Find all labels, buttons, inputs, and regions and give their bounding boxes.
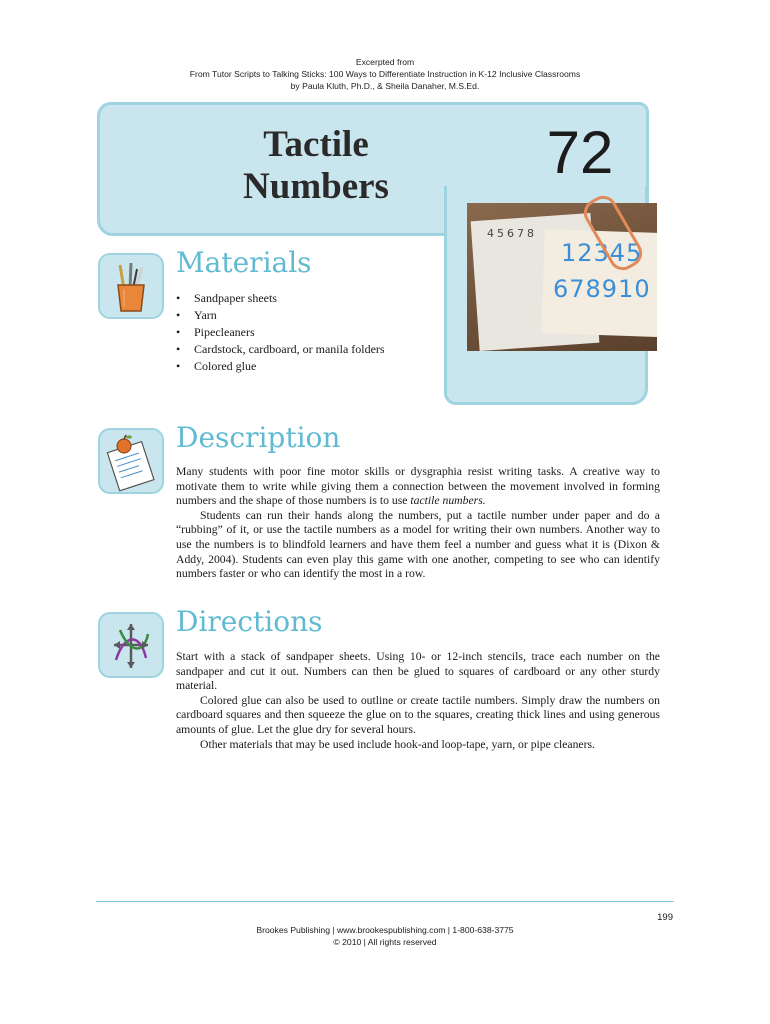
excerpt-line-1: Excerpted from <box>355 57 415 67</box>
pencil-cup-icon <box>98 253 164 319</box>
list-item: • Colored glue <box>176 358 385 375</box>
description-paragraph-2: Students can run their hands along the numbers, put a tactile number under paper and do a “rubbing” of it, or use the tactile numbers as a model for writing their own numbers. Another way to use the numbers is to blindfold learners and have them feel a number and guess what it is (Dixon & Addy, 2004). Students can even play this game with one another, competing to see who can identify numbers faster or who can identify the most in a row. <box>176 508 660 581</box>
book-authors: by Paula Kluth, Ph.D., & Sheila Danaher, M.S.Ed. <box>290 81 480 91</box>
description-paragraph-1-text: Many students with poor fine motor skills or dysgraphia resist writing tasks. A creative way to motivate them to write while giving them a connection between the movement involved in forming numbers and the shape of those numbers is to use <box>176 465 660 508</box>
notepad-apple-icon <box>98 428 164 494</box>
list-item: • Sandpaper sheets <box>176 290 385 307</box>
title-line-2: Numbers <box>243 166 389 207</box>
footer-divider <box>96 901 674 902</box>
photo-numbers-row-1: 12345 <box>561 239 643 267</box>
materials-list <box>176 290 385 375</box>
list-item: • Pipecleaners <box>176 324 385 341</box>
book-title: From Tutor Scripts to Talking Sticks: 100 Ways to Differentiate Instruction in K-12 Inclusive Classrooms <box>189 69 581 79</box>
page-title <box>196 124 436 208</box>
footer <box>0 924 770 948</box>
description-emphasis: tactile numbers. <box>410 494 486 508</box>
list-item: • Cardstock, cardboard, or manila folders <box>176 341 385 358</box>
title-line-1: Tactile <box>263 124 369 165</box>
crossing-arrows-icon <box>98 612 164 678</box>
publisher-line: Brookes Publishing | www.brookespublishing.com | 1-800-638-3775 <box>256 925 514 935</box>
directions-body <box>176 650 660 752</box>
copyright-line: © 2010 | All rights reserved <box>333 937 437 947</box>
photo-numbers-small: 45678 <box>487 227 537 240</box>
description-body <box>176 465 660 582</box>
materials-heading: Materials <box>176 246 312 279</box>
directions-heading: Directions <box>176 605 323 638</box>
list-item: • Yarn <box>176 307 385 324</box>
description-heading: Description <box>176 421 341 454</box>
photo-numbers-row-2: 678910 <box>553 275 651 303</box>
directions-paragraph-1: Start with a stack of sandpaper sheets. Using 10- or 12-inch stencils, trace each number on the sandpaper and cut it out. Numbers can then be glued to squares of cardboard or any other sturdy material. <box>176 650 660 693</box>
activity-number: 72 <box>546 119 614 186</box>
directions-paragraph-2: Colored glue can also be used to outline or create tactile numbers. Simply draw the numbers on cardboard squares and then squeeze the glue on to the squares, creating thick lines and using generous amounts of glue. Let the glue dry for several hours. <box>176 693 660 736</box>
directions-paragraph-3: Other materials that may be used include hook-and loop-tape, yarn, or pipe cleaners. <box>200 737 595 751</box>
description-paragraph-1 <box>176 465 660 509</box>
page-number: 199 <box>657 912 673 923</box>
excerpt-header <box>0 56 770 92</box>
